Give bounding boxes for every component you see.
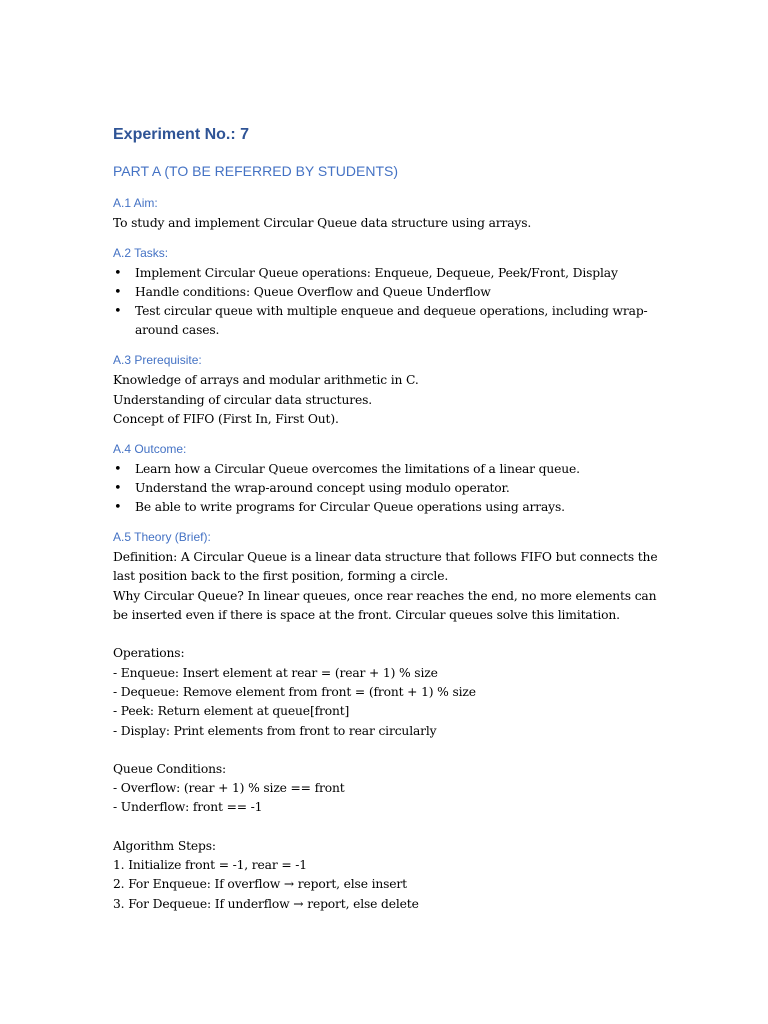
outcome-item-text: Learn how a Circular Queue overcomes the limitations of a linear queue. bbox=[135, 462, 580, 477]
list-item bbox=[113, 302, 673, 340]
outcome-list bbox=[113, 460, 673, 517]
bullet-icon: • bbox=[114, 266, 122, 282]
outcome-item-text: Understand the wrap-around concept using modulo operator. bbox=[135, 481, 510, 496]
algorithm-step: 3. For Dequeue: If underflow → report, else delete bbox=[113, 896, 419, 911]
conditions-block bbox=[113, 760, 673, 818]
operation-line: - Dequeue: Remove element from front = (front + 1) % size bbox=[113, 684, 476, 699]
bullet-icon: • bbox=[114, 500, 122, 516]
operation-line: - Display: Print elements from front to rear circularly bbox=[113, 723, 437, 738]
outcome-item-text: Be able to write programs for Circular Queue operations using arrays. bbox=[135, 500, 565, 515]
document-page bbox=[113, 124, 673, 926]
list-item bbox=[113, 498, 673, 517]
task-item-text: Implement Circular Queue operations: Enqueue, Dequeue, Peek/Front, Display bbox=[135, 266, 618, 281]
task-item-text: Handle conditions: Queue Overflow and Queue Underflow bbox=[135, 285, 491, 300]
bullet-icon: • bbox=[114, 481, 122, 497]
tasks-heading: A.2 Tasks: bbox=[113, 246, 169, 261]
algorithm-block bbox=[113, 837, 673, 914]
bullet-icon: • bbox=[114, 285, 122, 301]
prerequisite-line: Concept of FIFO (First In, First Out). bbox=[113, 411, 339, 426]
algorithm-label: Algorithm Steps: bbox=[113, 838, 216, 853]
aim-heading: A.1 Aim: bbox=[113, 196, 158, 210]
list-item bbox=[113, 264, 673, 283]
theory-definition: Definition: A Circular Queue is a linear data structure that follows FIFO but connects the last position back to the first position, forming a circle. bbox=[113, 550, 658, 584]
aim-text: To study and implement Circular Queue data structure using arrays. bbox=[113, 216, 532, 230]
condition-line: - Underflow: front == -1 bbox=[113, 800, 263, 815]
list-item bbox=[113, 479, 673, 498]
theory-section bbox=[113, 529, 673, 914]
list-item bbox=[113, 283, 673, 302]
experiment-title: Experiment No.: 7 bbox=[113, 126, 250, 143]
bullet-icon: • bbox=[114, 304, 122, 320]
bullet-icon: • bbox=[114, 462, 122, 478]
aim-section bbox=[113, 195, 673, 233]
algorithm-step: 1. Initialize front = -1, rear = -1 bbox=[113, 858, 307, 873]
operation-line: - Peek: Return element at queue[front] bbox=[113, 704, 350, 719]
operations-block bbox=[113, 644, 673, 740]
prerequisite-line: Understanding of circular data structures. bbox=[113, 392, 372, 407]
prerequisite-heading: A.3 Prerequisite: bbox=[113, 353, 202, 368]
part-heading: PART A (TO BE REFERRED BY STUDENTS) bbox=[113, 163, 398, 179]
operation-line: - Enqueue: Insert element at rear = (rear + 1) % size bbox=[113, 665, 438, 680]
task-item-text: Test circular queue with multiple enqueue and dequeue operations, including wrap-around cases. bbox=[135, 304, 648, 338]
theory-heading: A.5 Theory (Brief): bbox=[113, 530, 211, 545]
outcome-heading: A.4 Outcome: bbox=[113, 442, 187, 457]
condition-line: - Overflow: (rear + 1) % size == front bbox=[113, 781, 345, 796]
tasks-section bbox=[113, 245, 673, 340]
outcome-section bbox=[113, 441, 673, 517]
theory-why: Why Circular Queue? In linear queues, once rear reaches the end, no more elements can be inserted even if there is space at the front. Circular queues solve this limitation. bbox=[113, 588, 657, 623]
prerequisite-section bbox=[113, 352, 673, 429]
operations-label: Operations: bbox=[113, 646, 185, 661]
prerequisite-line: Knowledge of arrays and modular arithmetic in C. bbox=[113, 373, 419, 388]
conditions-label: Queue Conditions: bbox=[113, 761, 227, 776]
list-item bbox=[113, 460, 673, 479]
tasks-list bbox=[113, 264, 673, 340]
algorithm-step: 2. For Enqueue: If overflow → report, else insert bbox=[113, 877, 407, 892]
